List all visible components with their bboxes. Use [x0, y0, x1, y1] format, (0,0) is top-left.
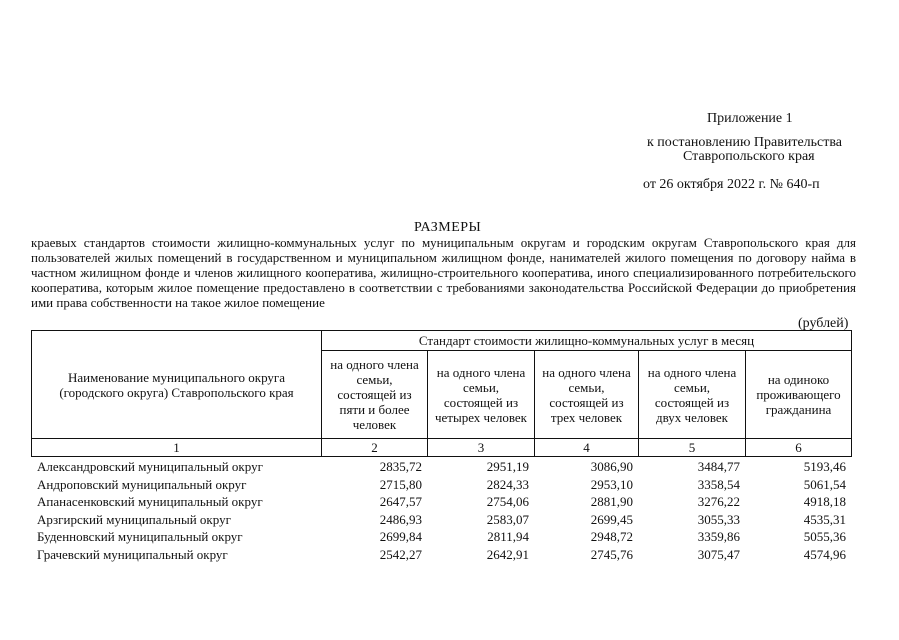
value-cell: 3359,86 [697, 529, 740, 545]
value-cell: 2953,10 [590, 476, 633, 492]
value-cell: 2951,19 [486, 459, 529, 475]
district-name: Александровский муниципальный округ [37, 459, 263, 475]
unit-label: (рублей) [798, 316, 849, 331]
value-cell: 2948,72 [590, 529, 633, 545]
value-cell: 2486,93 [379, 511, 422, 527]
column-number: 4 [535, 439, 639, 457]
decree-line-1: к постановлению Правительства [647, 135, 843, 150]
standard-group-header: Стандарт стоимости жилищно-коммунальных услуг в месяц [322, 331, 852, 351]
value-cell: 3484,77 [697, 459, 740, 475]
value-cell: 2642,91 [486, 546, 529, 562]
value-cell: 2699,45 [590, 511, 633, 527]
column-number: 6 [746, 439, 852, 457]
value-cell: 2824,33 [486, 476, 529, 492]
table-row [31, 511, 851, 529]
column-header-three: на одного члена семьи, состоящей из трех человек [535, 351, 639, 439]
value-cell: 2835,72 [379, 459, 422, 475]
value-cell: 4535,31 [803, 511, 846, 527]
value-cell: 2754,06 [486, 494, 529, 510]
value-cell: 2811,94 [487, 529, 529, 545]
value-cell: 3358,54 [697, 476, 740, 492]
decree-date: от 26 октября 2022 г. № 640-п [643, 177, 820, 192]
table-header [31, 330, 852, 457]
value-cell: 5193,46 [803, 459, 846, 475]
column-number: 1 [32, 439, 322, 457]
district-name: Апанасенковский муниципальный округ [37, 494, 263, 510]
decree-line-2: Ставропольского края [683, 149, 815, 164]
value-cell: 2881,90 [590, 494, 633, 510]
district-name: Грачевский муниципальный округ [37, 546, 228, 562]
column-number: 2 [322, 439, 428, 457]
value-cell: 4574,96 [803, 546, 846, 562]
value-cell: 2715,80 [379, 476, 422, 492]
annex-label: Приложение 1 [707, 111, 793, 126]
value-cell: 5055,36 [803, 529, 846, 545]
table-row [31, 476, 851, 494]
value-cell: 4918,18 [803, 494, 846, 510]
value-cell: 2647,57 [379, 494, 422, 510]
column-number: 5 [639, 439, 746, 457]
value-cell: 3075,47 [697, 546, 740, 562]
data-table [31, 458, 851, 563]
table-row [31, 493, 851, 511]
name-column-header: Наименование муниципального округа (городского округа) Ставропольского края [32, 331, 322, 439]
document-intro: краевых стандартов стоимости жилищно-коммунальных услуг по муниципальным округам и городским округам Ставропольского края для пользователей жилых помещений в государственном и муниципальном жилищном фонде, нанимателей жилого помещения по договору найма в частном жилищном фонде и членов жилищного кооператива, жилищно-строительного кооператива, иного специализированного потребительского кооператива, которым жилое помещение предоставлено в соответствии с требованиями законодательства Российской Федерации до приобретения ими права собственности на такое жилое помещение [31, 235, 856, 310]
district-name: Андроповский муниципальный округ [37, 476, 247, 492]
column-header-five-plus: на одного члена семьи, состоящей из пяти и более человек [322, 351, 428, 439]
value-cell: 2699,84 [379, 529, 422, 545]
column-header-two: на одного члена семьи, состоящей из двух человек [639, 351, 746, 439]
table-row [31, 528, 851, 546]
value-cell: 2542,27 [379, 546, 422, 562]
table-row [31, 546, 851, 564]
district-name: Арзгирский муниципальный округ [37, 511, 231, 527]
table-row [31, 458, 851, 476]
column-number: 3 [428, 439, 535, 457]
district-name: Буденновский муниципальный округ [37, 529, 243, 545]
document-title: РАЗМЕРЫ [414, 220, 482, 235]
value-cell: 3055,33 [697, 511, 740, 527]
value-cell: 2583,07 [486, 511, 529, 527]
value-cell: 5061,54 [803, 476, 846, 492]
value-cell: 2745,76 [590, 546, 633, 562]
value-cell: 3086,90 [590, 459, 633, 475]
column-header-single: на одиноко проживающего гражданина [746, 351, 852, 439]
column-header-four: на одного члена семьи, состоящей из четырех человек [428, 351, 535, 439]
value-cell: 3276,22 [697, 494, 740, 510]
